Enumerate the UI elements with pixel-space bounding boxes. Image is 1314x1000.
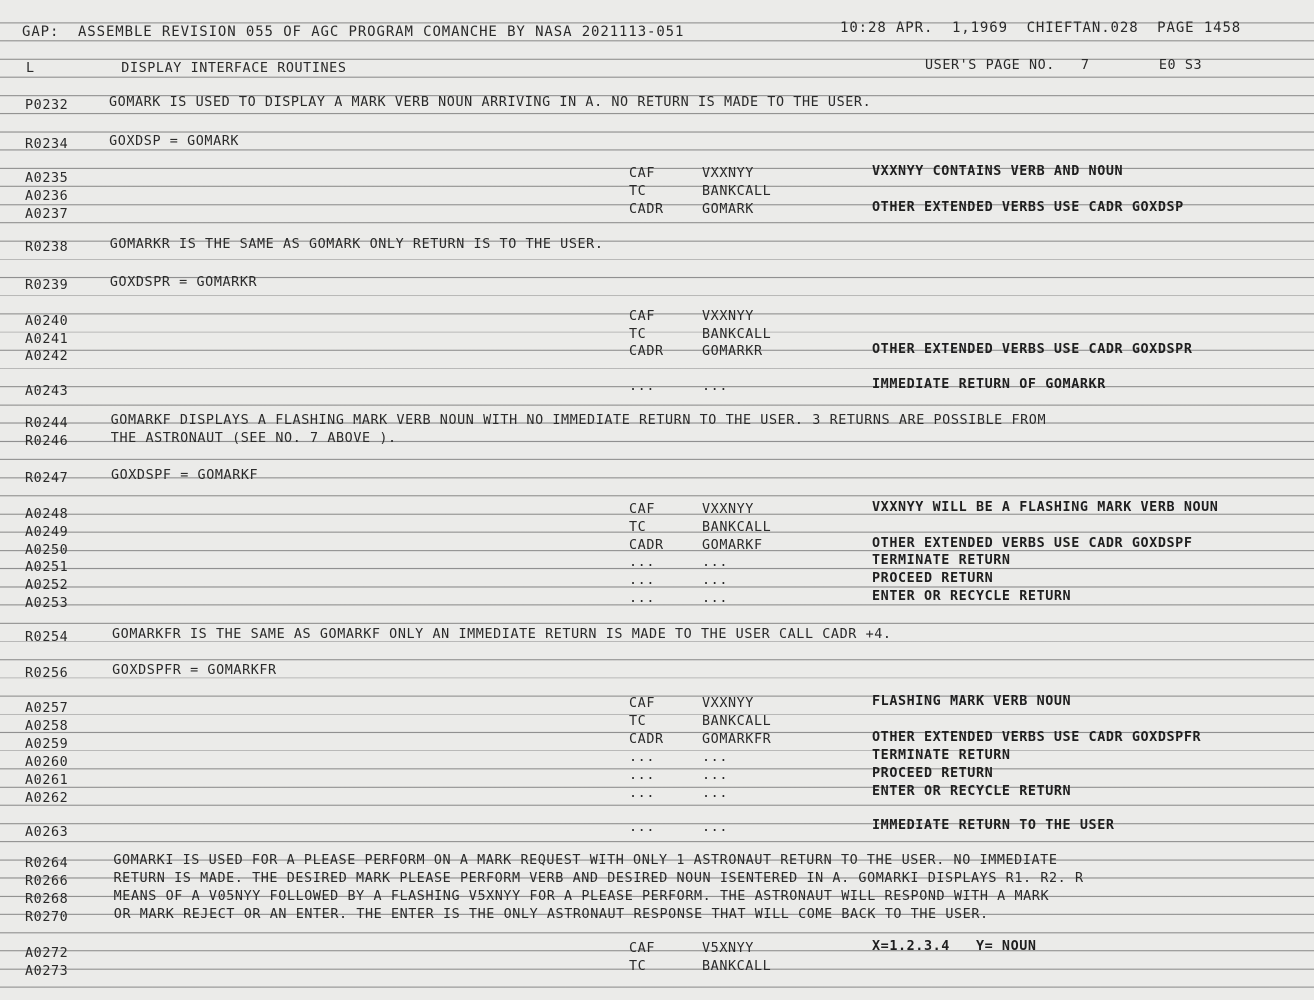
code-comment: OTHER EXTENDED VERBS USE CADR GOXDSPR <box>872 342 1193 357</box>
operand: ... <box>702 820 728 835</box>
operand: ... <box>702 768 728 783</box>
remark-text: GOXDSP = GOMARK <box>109 134 240 149</box>
remark-text: MEANS OF A V05NYY FOLLOWED BY A FLASHING V5XNYY FOR A PLEASE PERFORM. THE ASTRONAUT WILL RESPOND WITH A MARK <box>113 889 1050 904</box>
header-left: GAP: ASSEMBLE REVISION 055 OF AGC PROGRAM COMANCHE BY NASA 2021113-051 <box>22 24 685 40</box>
opcode: CADR <box>629 344 664 359</box>
line-number: R0256 <box>25 666 69 681</box>
opcode: CADR <box>629 202 664 217</box>
opcode: TC <box>629 327 647 342</box>
line-number: A0261 <box>25 773 69 788</box>
line-number: R0238 <box>25 240 69 255</box>
code-comment: PROCEED RETURN <box>872 766 994 781</box>
remark-text: THE ASTRONAUT (SEE NO. 7 ABOVE ). <box>110 431 397 446</box>
subheader-left: L DISPLAY INTERFACE ROUTINES <box>26 61 347 76</box>
code-comment: TERMINATE RETURN <box>872 553 1011 568</box>
line-number: A0272 <box>25 946 69 961</box>
code-comment: OTHER EXTENDED VERBS USE CADR GOXDSPF <box>872 536 1193 551</box>
opcode: ... <box>629 379 655 394</box>
operand: ... <box>702 379 728 394</box>
remark-text: OR MARK REJECT OR AN ENTER. THE ENTER IS THE ONLY ASTRONAUT RESPONSE THAT WILL COME BACK TO THE USER. <box>113 907 989 922</box>
operand: ... <box>702 750 728 765</box>
line-number: A0235 <box>25 171 69 186</box>
operand: VXXNYY <box>702 309 754 324</box>
line-number: R0268 <box>25 892 69 907</box>
header-right: 10:28 APR. 1,1969 CHIEFTAN.028 PAGE 1458 <box>840 20 1242 36</box>
code-comment: X=1.2.3.4 Y= NOUN <box>872 939 1037 954</box>
code-comment: PROCEED RETURN <box>872 571 994 586</box>
line-number: A0237 <box>25 207 69 222</box>
opcode: TC <box>629 714 647 729</box>
operand: GOMARKFR <box>702 732 772 747</box>
code-comment: IMMEDIATE RETURN OF GOMARKR <box>872 377 1106 392</box>
line-number: A0263 <box>25 825 69 840</box>
line-number: R0246 <box>25 434 69 449</box>
line-number: A0236 <box>25 189 69 204</box>
remark-text: GOMARKI IS USED FOR A PLEASE PERFORM ON A MARK REQUEST WITH ONLY 1 ASTRONAUT RETURN TO THE USER. NO IMMEDIATE <box>113 853 1058 868</box>
opcode: TC <box>629 959 647 974</box>
code-comment: IMMEDIATE RETURN TO THE USER <box>872 818 1115 833</box>
line-number: R0244 <box>25 416 69 431</box>
remark-text: GOXDSPFR = GOMARKFR <box>112 663 277 678</box>
operand: ... <box>702 555 728 570</box>
opcode: ... <box>629 591 655 606</box>
opcode: TC <box>629 520 647 535</box>
opcode: CAF <box>629 166 655 181</box>
operand: VXXNYY <box>702 166 754 181</box>
opcode: CADR <box>629 538 664 553</box>
code-comment: FLASHING MARK VERB NOUN <box>872 694 1072 709</box>
opcode: ... <box>629 768 655 783</box>
opcode: CAF <box>629 941 655 956</box>
line-number: R0270 <box>25 910 69 925</box>
remark-text: GOXDSPR = GOMARKR <box>109 275 258 290</box>
operand: VXXNYY <box>702 696 754 711</box>
remark-text: RETURN IS MADE. THE DESIRED MARK PLEASE PERFORM VERB AND DESIRED NOUN ISENTERED IN A. GOMARKI DISPLAYS R1. R2. R <box>113 871 1084 886</box>
code-comment: ENTER OR RECYCLE RETURN <box>872 589 1072 604</box>
line-number: A0260 <box>25 755 69 770</box>
opcode: ... <box>629 750 655 765</box>
opcode: CAF <box>629 502 655 517</box>
line-number: A0257 <box>25 701 69 716</box>
line-number: R0266 <box>25 874 69 889</box>
line-number: R0254 <box>25 630 69 645</box>
opcode: ... <box>629 820 655 835</box>
line-number: P0232 <box>25 98 69 113</box>
remark-text: GOXDSPF = GOMARKF <box>110 468 259 483</box>
line-number: A0258 <box>25 719 69 734</box>
line-number: A0241 <box>25 332 69 347</box>
operand: BANKCALL <box>702 959 772 974</box>
operand: GOMARK <box>702 202 754 217</box>
code-comment: VXXNYY WILL BE A FLASHING MARK VERB NOUN <box>872 500 1219 515</box>
operand: ... <box>702 573 728 588</box>
line-number: A0249 <box>25 525 69 540</box>
line-number: A0252 <box>25 578 69 593</box>
remark-text: GOMARKF DISPLAYS A FLASHING MARK VERB NOUN WITH NO IMMEDIATE RETURN TO THE USER. 3 RETURNS ARE POSSIBLE FROM <box>110 413 1047 428</box>
line-number: R0239 <box>25 278 69 293</box>
line-number: A0262 <box>25 791 69 806</box>
opcode: TC <box>629 184 647 199</box>
code-comment: VXXNYY CONTAINS VERB AND NOUN <box>872 164 1124 179</box>
opcode: ... <box>629 555 655 570</box>
opcode: CADR <box>629 732 664 747</box>
code-comment: OTHER EXTENDED VERBS USE CADR GOXDSP <box>872 200 1184 215</box>
operand: VXXNYY <box>702 502 754 517</box>
subheader-right: USER'S PAGE NO. 7 E0 S3 <box>925 58 1203 73</box>
line-number: A0240 <box>25 314 69 329</box>
opcode: CAF <box>629 696 655 711</box>
opcode: CAF <box>629 309 655 324</box>
line-number: A0243 <box>25 384 69 399</box>
operand: GOMARKR <box>702 344 763 359</box>
operand: ... <box>702 591 728 606</box>
operand: GOMARKF <box>702 538 763 553</box>
opcode: ... <box>629 786 655 801</box>
remark-text: GOMARKR IS THE SAME AS GOMARK ONLY RETURN IS TO THE USER. <box>109 237 604 252</box>
line-number: A0273 <box>25 964 69 979</box>
line-number: R0247 <box>25 471 69 486</box>
line-number: A0242 <box>25 349 69 364</box>
line-number: A0251 <box>25 560 69 575</box>
operand: ... <box>702 786 728 801</box>
operand: BANKCALL <box>702 520 772 535</box>
operand: BANKCALL <box>702 327 772 342</box>
line-number: A0253 <box>25 596 69 611</box>
code-comment: TERMINATE RETURN <box>872 748 1011 763</box>
operand: BANKCALL <box>702 714 772 729</box>
remark-text: GOMARKFR IS THE SAME AS GOMARKF ONLY AN IMMEDIATE RETURN IS MADE TO THE USER CALL CADR +4. <box>112 627 892 642</box>
line-number: A0250 <box>25 543 69 558</box>
line-number: R0264 <box>25 856 69 871</box>
operand: V5XNYY <box>702 941 754 956</box>
code-comment: ENTER OR RECYCLE RETURN <box>872 784 1072 799</box>
remark-text: GOMARK IS USED TO DISPLAY A MARK VERB NOUN ARRIVING IN A. NO RETURN IS MADE TO THE USER. <box>109 95 872 110</box>
operand: BANKCALL <box>702 184 772 199</box>
opcode: ... <box>629 573 655 588</box>
line-number: A0248 <box>25 507 69 522</box>
line-number: A0259 <box>25 737 69 752</box>
code-comment: OTHER EXTENDED VERBS USE CADR GOXDSPFR <box>872 730 1202 745</box>
line-number: R0234 <box>25 137 69 152</box>
